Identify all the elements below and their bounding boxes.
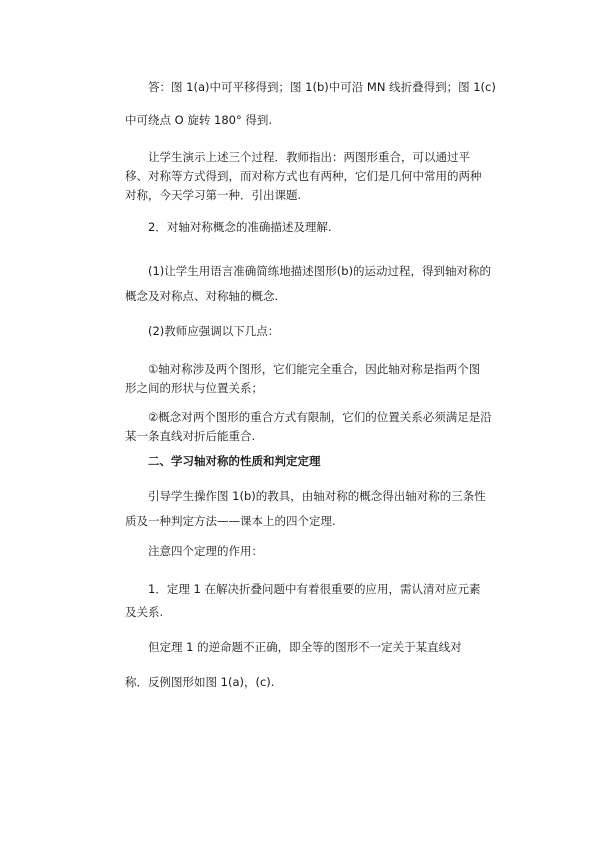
section-2-title: 2．对轴对称概念的准确描述及理解. xyxy=(148,220,332,234)
note-text: 注意四个定理的作用： xyxy=(148,544,263,558)
item-2-text: (2)教师应强调以下几点： xyxy=(148,324,280,338)
demo-paragraph-line-3: 对称，今天学习第一种．引出课题. xyxy=(125,188,302,202)
theorem-1-line-2: 及关系. xyxy=(125,605,164,619)
answer-line-1: 答：图 1(a)中可平移得到；图 1(b)中可沿 MN 线折叠得到；图 1(c) xyxy=(148,80,496,94)
answer-line-2: 中可绕点 O 旋转 180° 得到. xyxy=(125,113,273,127)
item-1-line-2: 概念及对称点、对称轴的概念. xyxy=(125,289,279,303)
guide-paragraph-line-2: 质及一种判定方法——课本上的四个定理. xyxy=(125,514,336,528)
demo-paragraph-line-2: 移、对称等方式得到，而对称方式也有两种，它们是几何中常用的两种 xyxy=(125,169,482,183)
section-heading: 二、学习轴对称的性质和判定定理 xyxy=(148,454,321,468)
converse-line-1: 但定理 1 的逆命题不正确，即全等的图形不一定关于某直线对 xyxy=(148,640,462,654)
converse-line-2: 称．反例图形如图 1(a)，(c). xyxy=(125,675,275,689)
guide-paragraph-line-1: 引导学生操作图 1(b)的教具，由轴对称的概念得出轴对称的三条性 xyxy=(148,489,486,503)
demo-paragraph-line-1: 让学生演示上述三个过程．教师指出：两图形重合，可以通过平 xyxy=(148,150,470,164)
point-2-line-1: ②概念对两个图形的重合方式有限制，它们的位置关系必须满足是沿 xyxy=(148,410,492,424)
point-1-line-1: ①轴对称涉及两个图形，它们能完全重合，因此轴对称是指两个图 xyxy=(148,362,481,376)
item-1-line-1: (1)让学生用语言准确简练地描述图形(b)的运动过程，得到轴对称的 xyxy=(148,264,492,278)
theorem-1-line-1: 1．定理 1 在解决折叠问题中有着很重要的应用，需认清对应元素 xyxy=(148,582,481,596)
point-1-line-2: 形之间的形状与位置关系； xyxy=(125,381,263,395)
point-2-line-2: 某一条直线对折后能重合. xyxy=(125,429,256,443)
